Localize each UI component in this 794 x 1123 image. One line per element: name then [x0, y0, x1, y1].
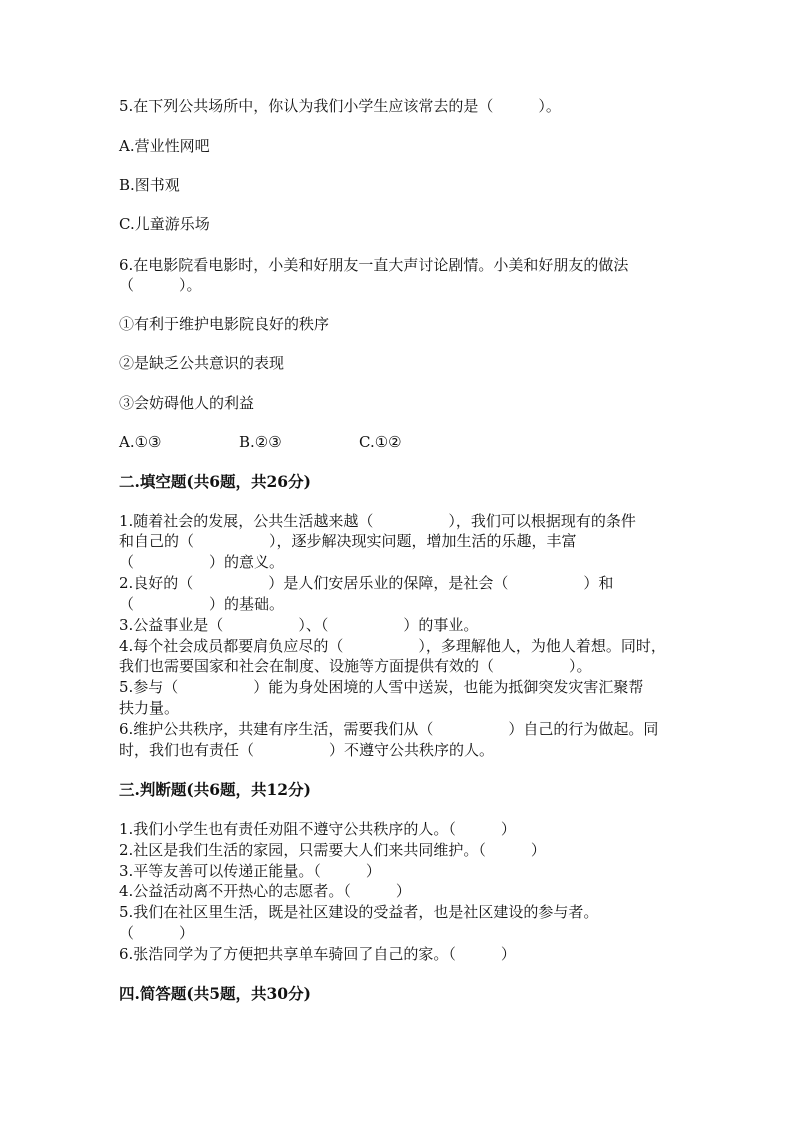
q6-choice-a: A.①③	[119, 433, 162, 451]
section3-line: 3.平等友善可以传递正能量。（ ）	[119, 862, 381, 880]
q5-option-a: A.营业性网吧	[119, 137, 210, 155]
section2-line: （ ）的意义。	[119, 553, 285, 571]
section2-line: 1.随着社会的发展，公共生活越来越（ ），我们可以根据现有的条件	[119, 512, 636, 530]
section3-line: 6.张浩同学为了方便把共享单车骑回了自己的家。（ ）	[119, 945, 516, 963]
section3-line: 4.公益活动离不开热心的志愿者。（ ）	[119, 882, 411, 900]
q5-option-c: C.儿童游乐场	[119, 215, 210, 233]
q6-choice-c: C.①②	[359, 433, 402, 451]
section4-heading: 四.简答题(共5题，共30分)	[119, 984, 311, 1003]
section2-line: 5.参与（ ）能为身处困境的人雪中送炭，也能为抵御突发灾害汇聚帮	[119, 678, 644, 696]
section2-line: 和自己的（ ），逐步解决现实问题，增加生活的乐趣，丰富	[119, 532, 577, 550]
q6-choice-b: B.②③	[239, 433, 282, 451]
section3-heading: 三.判断题(共6题，共12分)	[119, 780, 311, 799]
section3-line: （ ）	[119, 924, 195, 942]
q6-statement-1: ①有利于维护电影院良好的秩序	[119, 315, 330, 333]
section2-line: 时，我们也有责任（ ）不遵守公共秩序的人。	[119, 741, 495, 759]
section2-line: （ ）的基础。	[119, 595, 285, 613]
q6-statement-2: ②是缺乏公共意识的表现	[119, 354, 285, 372]
section2-line: 扶力量。	[119, 699, 180, 717]
section2-line: 2.良好的（ ）是人们安居乐业的保障，是社会（ ）和	[119, 574, 614, 592]
section2-line: 我们也需要国家和社会在制度、设施等方面提供有效的（ ）。	[119, 657, 592, 675]
q6-stem-line2: （ ）。	[119, 276, 202, 294]
q5-option-b: B.图书观	[119, 176, 180, 194]
section2-heading: 二.填空题(共6题，共26分)	[119, 472, 311, 491]
section3-line: 5.我们在社区里生活，既是社区建设的受益者，也是社区建设的参与者。	[119, 903, 599, 921]
q5-stem: 5.在下列公共场所中，你认为我们小学生应该常去的是（ ）。	[119, 97, 561, 115]
section2-line: 6.维护公共秩序，共建有序生活，需要我们从（ ）自己的行为做起。同	[119, 720, 659, 738]
section3-line: 2.社区是我们生活的家园，只需要大人们来共同维护。（ ）	[119, 841, 546, 859]
section2-line: 4.每个社会成员都要肩负应尽的（ ），多理解他人，为他人着想。同时，	[119, 637, 666, 655]
q6-statement-3: ③会妨碍他人的利益	[119, 394, 255, 412]
section3-line: 1.我们小学生也有责任劝阻不遵守公共秩序的人。（ ）	[119, 820, 516, 838]
q6-stem-line1: 6.在电影院看电影时，小美和好朋友一直大声讨论剧情。小美和好朋友的做法	[119, 256, 629, 274]
section2-line: 3.公益事业是（ ）、（ ）的事业。	[119, 616, 479, 634]
